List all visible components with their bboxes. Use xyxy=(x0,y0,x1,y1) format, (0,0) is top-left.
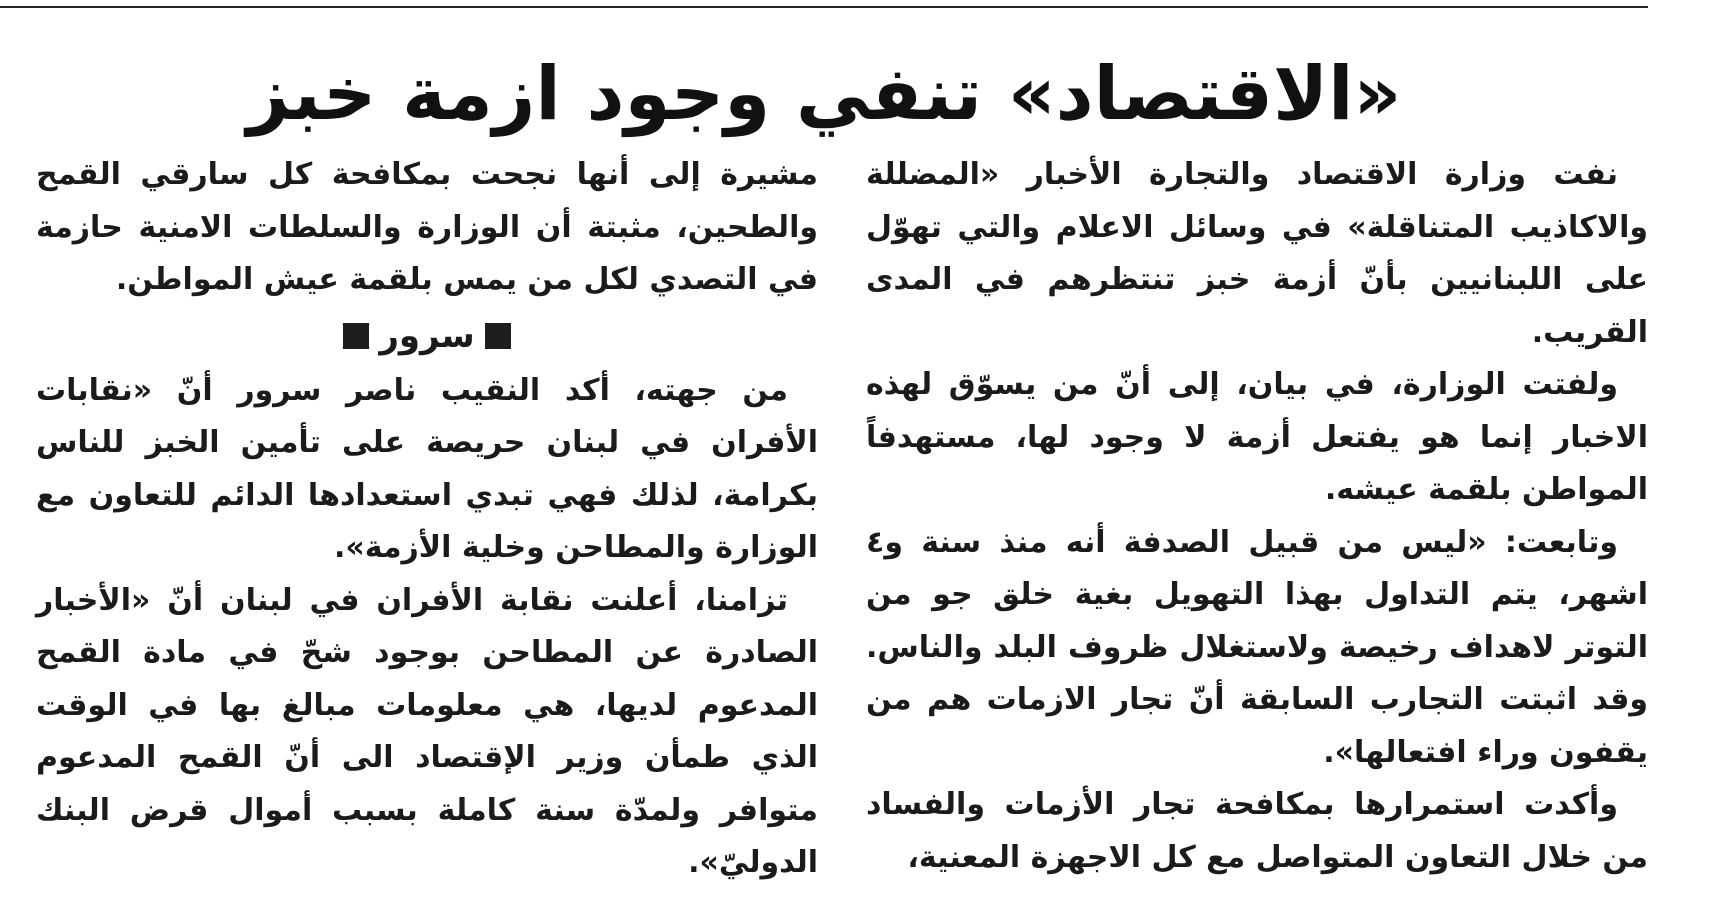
right-column xyxy=(866,149,1648,884)
body-paragraph: من جهته، أكد النقيب ناصر سرور أنّ «نقابات الأفران في لبنان حريصة على تأمين الخبز للناس بكرامة، لذلك فهي تبدي استعدادها الدائم للتعاون مع الوزارة والمطاحن وخلية الأزمة». xyxy=(36,372,818,565)
article-headline: «الاقتصاد» تنفي وجود ازمة خبز xyxy=(246,51,1402,137)
square-bullet-icon xyxy=(343,323,369,349)
top-rule xyxy=(0,6,1648,8)
body-paragraph: وتابعت: «ليس من قبيل الصدفة أنه منذ سنة و٤ اشهر، يتم التداول بهذا التهويل بغية خلق جو من التوتر لاهداف رخيصة ولاستغلال ظروف البلد والناس. وقد اثبتت التجارب السابقة أنّ تجار الازمات هم من يقفون وراء افتعالها». xyxy=(866,524,1648,770)
left-column xyxy=(36,149,818,890)
body-paragraph: مشيرة إلى أنها نجحت بمكافحة كل سارقي القمح والطحين، مثبتة أن الوزارة والسلطات الامنية حازمة في التصدي لكل من يمس بلقمة عيش المواطن. xyxy=(36,157,818,297)
body-paragraph: وأكدت استمرارها بمكافحة تجار الأزمات والفساد من خلال التعاون المتواصل مع كل الاجهزة المعنية، xyxy=(866,787,1648,875)
body-paragraph: ولفتت الوزارة، في بيان، إلى أنّ من يسوّق لهذه الاخبار إنما هو يفتعل أزمة لا وجود لها، مستهدفاً المواطن بلقمة عيشه. xyxy=(866,367,1648,507)
subheading-text: سرور xyxy=(379,315,475,356)
body-paragraph: نفت وزارة الاقتصاد والتجارة الأخبار «المضللة والاكاذيب المتناقلة» في وسائل الاعلام والتي تهوّل على اللبنانيين بأنّ أزمة خبز تنتظرهم في المدى القريب. xyxy=(866,157,1648,350)
body-paragraph: تزامنا، أعلنت نقابة الأفران في لبنان أنّ «الأخبار الصادرة عن المطاحن بوجود شحّ في مادة القمح المدعوم لديها، هي معلومات مبالغ بها في الوقت الذي طمأن وزير الإقتصاد الى أنّ القمح المدعوم متوافر ولمدّة سنة كاملة بسبب أموال قرض البنك الدوليّ». xyxy=(36,582,818,880)
section-subheading xyxy=(36,307,818,365)
square-bullet-icon xyxy=(485,323,511,349)
